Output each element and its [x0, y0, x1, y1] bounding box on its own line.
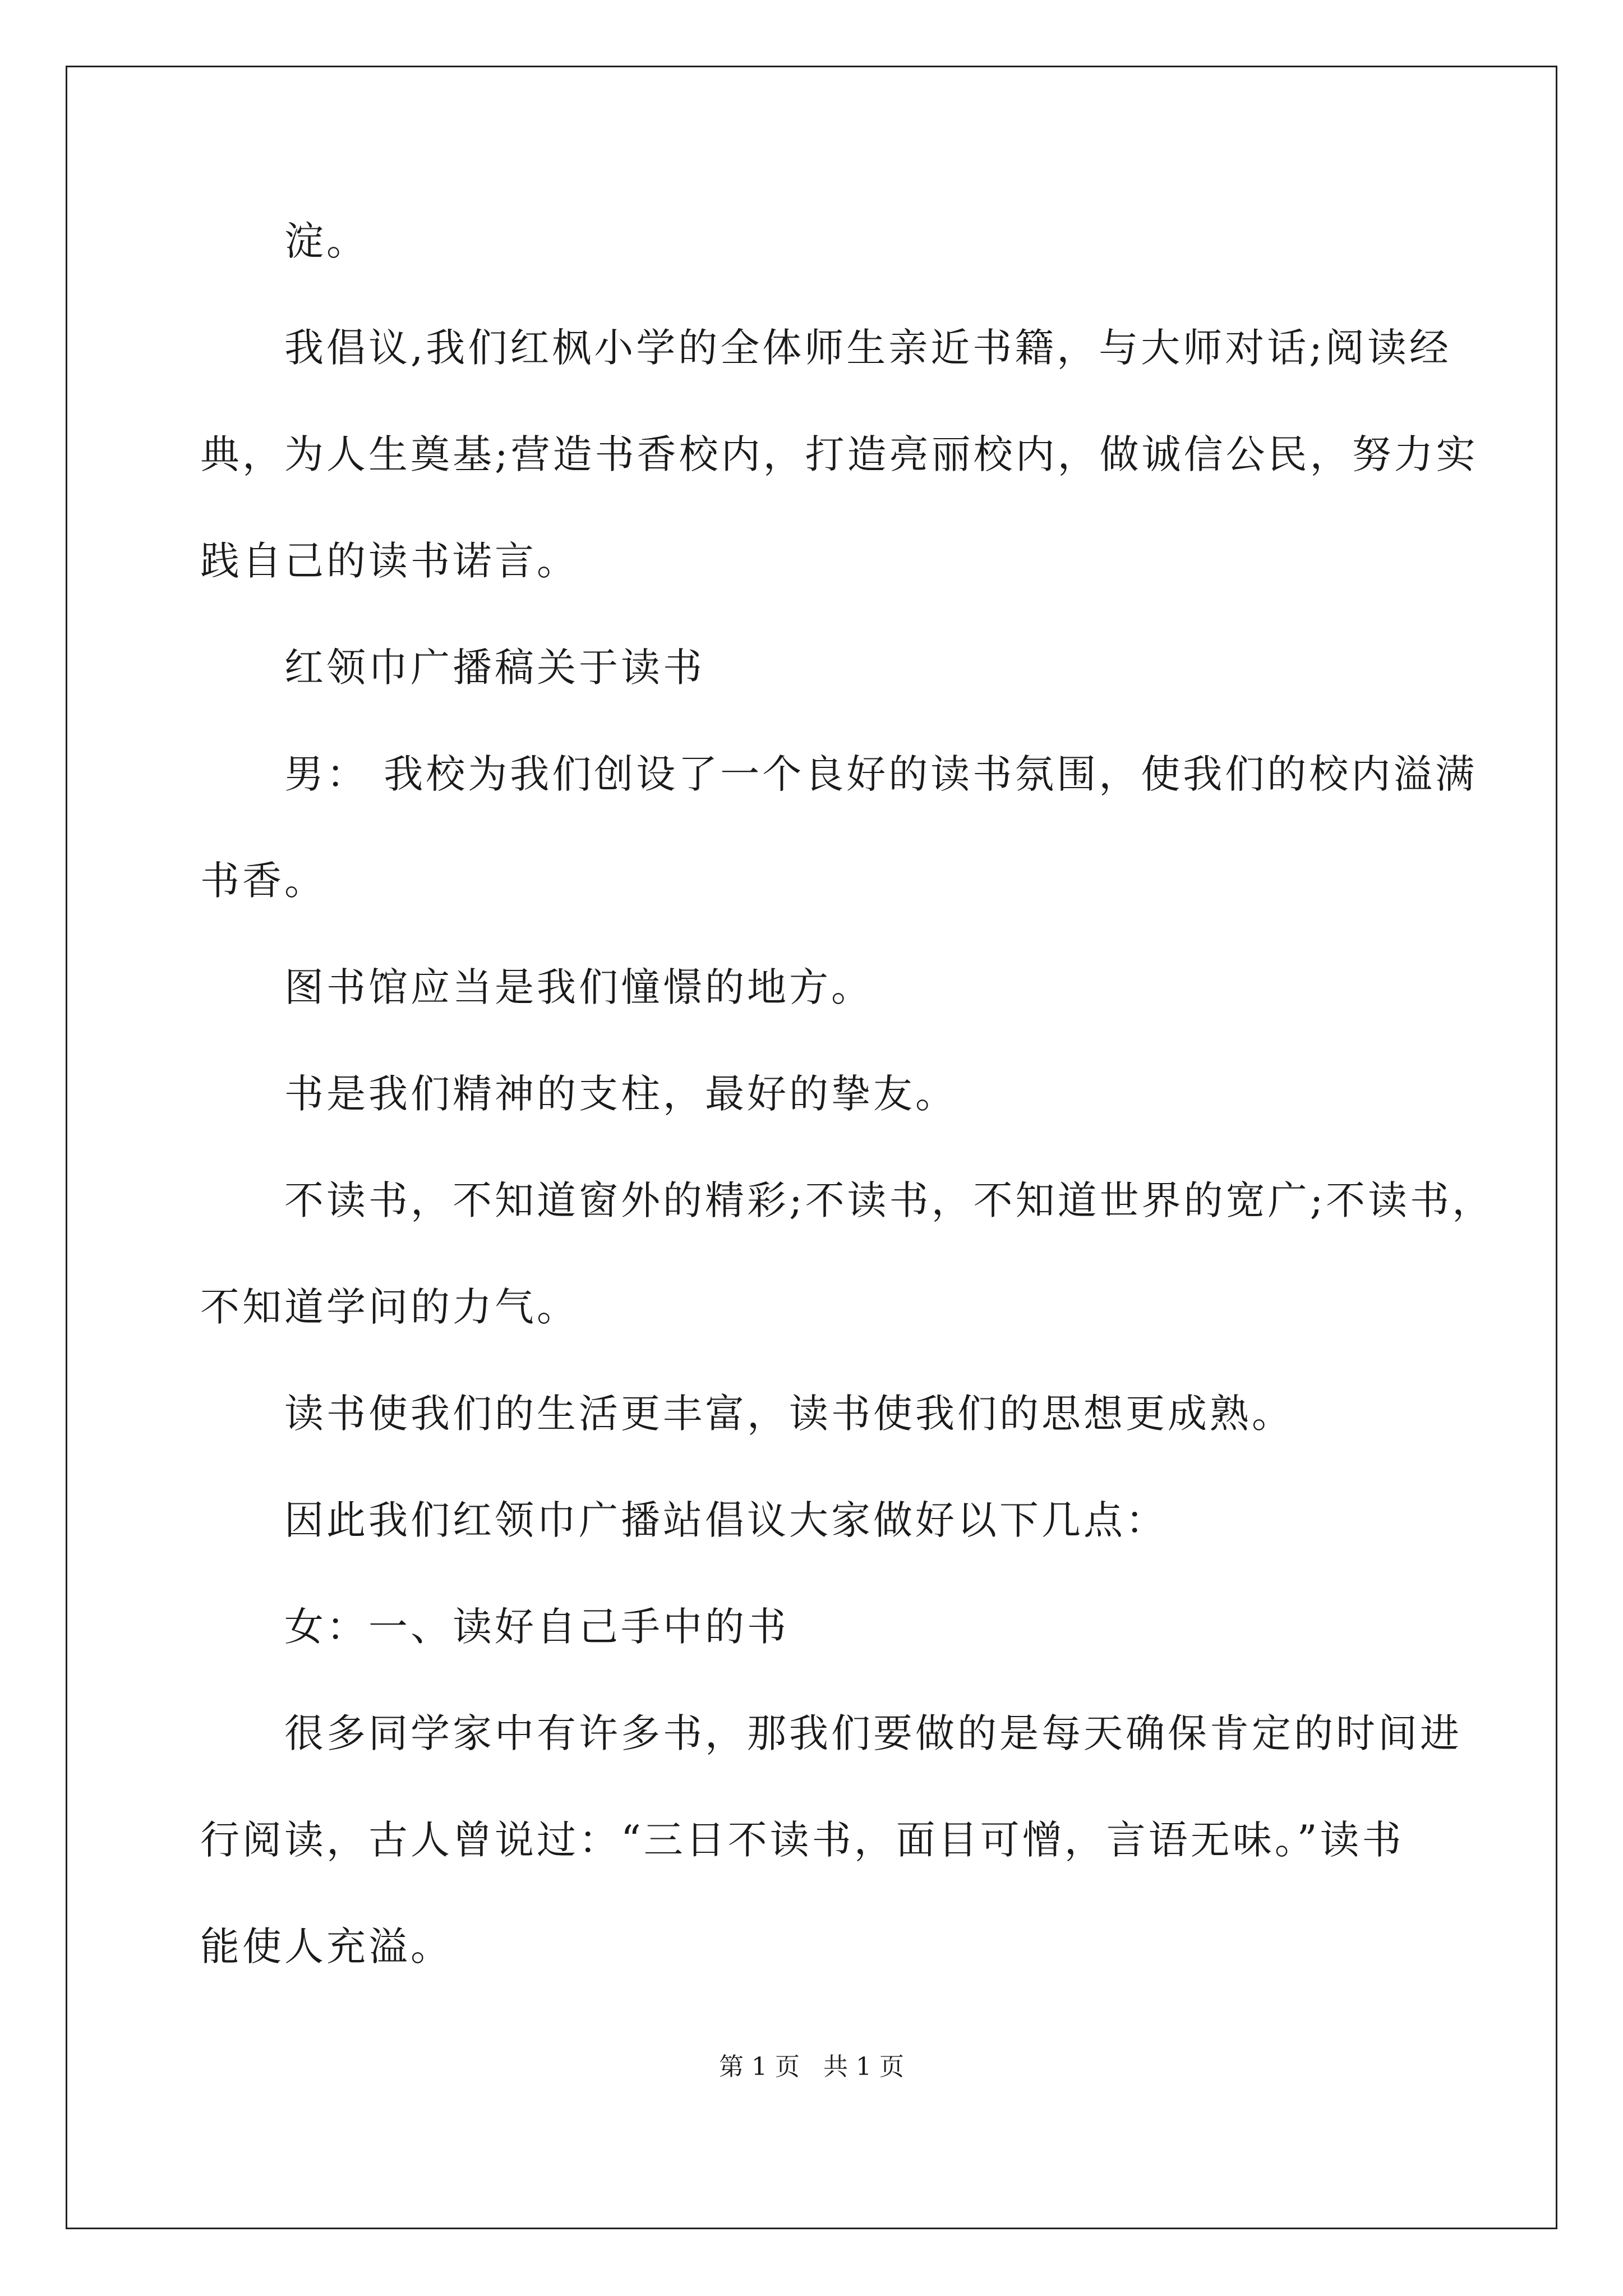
section-heading: 红领巾广播稿关于读书 — [284, 645, 705, 691]
paragraph-line: 书是我们精神的支柱，最好的挚友。 — [284, 1071, 957, 1117]
paragraph-line: 男： 我校为我们创设了一个良好的读书氛围，使我们的校内溢满 — [284, 751, 1478, 797]
paragraph-line: 践自己的读书诺言。 — [200, 538, 579, 584]
paragraph-line: 淀。 — [284, 218, 368, 264]
paragraph-line: 图书馆应当是我们憧憬的地方。 — [284, 964, 873, 1010]
paragraph-line: 书香。 — [200, 858, 326, 904]
paragraph-line: 女：一、读好自己手中的书 — [284, 1604, 789, 1650]
paragraph-line: 不读书，不知道窗外的精彩;不读书，不知道世界的宽广;不读书， — [284, 1177, 1495, 1223]
paragraph-line: 不知道学问的力气。 — [200, 1284, 579, 1330]
paragraph-line: 因此我们红领巾广播站倡议大家做好以下几点： — [284, 1497, 1168, 1543]
paragraph-line: 能使人充溢。 — [200, 1924, 453, 1970]
paragraph-line: 典，为人生奠基;营造书香校内，打造亮丽校内，做诚信公民，努力实 — [200, 431, 1478, 477]
page-border — [66, 66, 1557, 2229]
page-number-footer: 第 1 页 共 1 页 — [719, 2053, 904, 2081]
paragraph-line: 很多同学家中有许多书，那我们要做的是每天确保肯定的时间进 — [284, 1710, 1462, 1756]
paragraph-line: 行阅读，古人曾说过：“三日不读书，面目可憎，言语无味。”读书 — [200, 1817, 1404, 1863]
paragraph-line: 我倡议,我们红枫小学的全体师生亲近书籍，与大师对话;阅读经 — [284, 325, 1451, 371]
paragraph-line: 读书使我们的生活更丰富，读书使我们的思想更成熟。 — [284, 1391, 1294, 1437]
